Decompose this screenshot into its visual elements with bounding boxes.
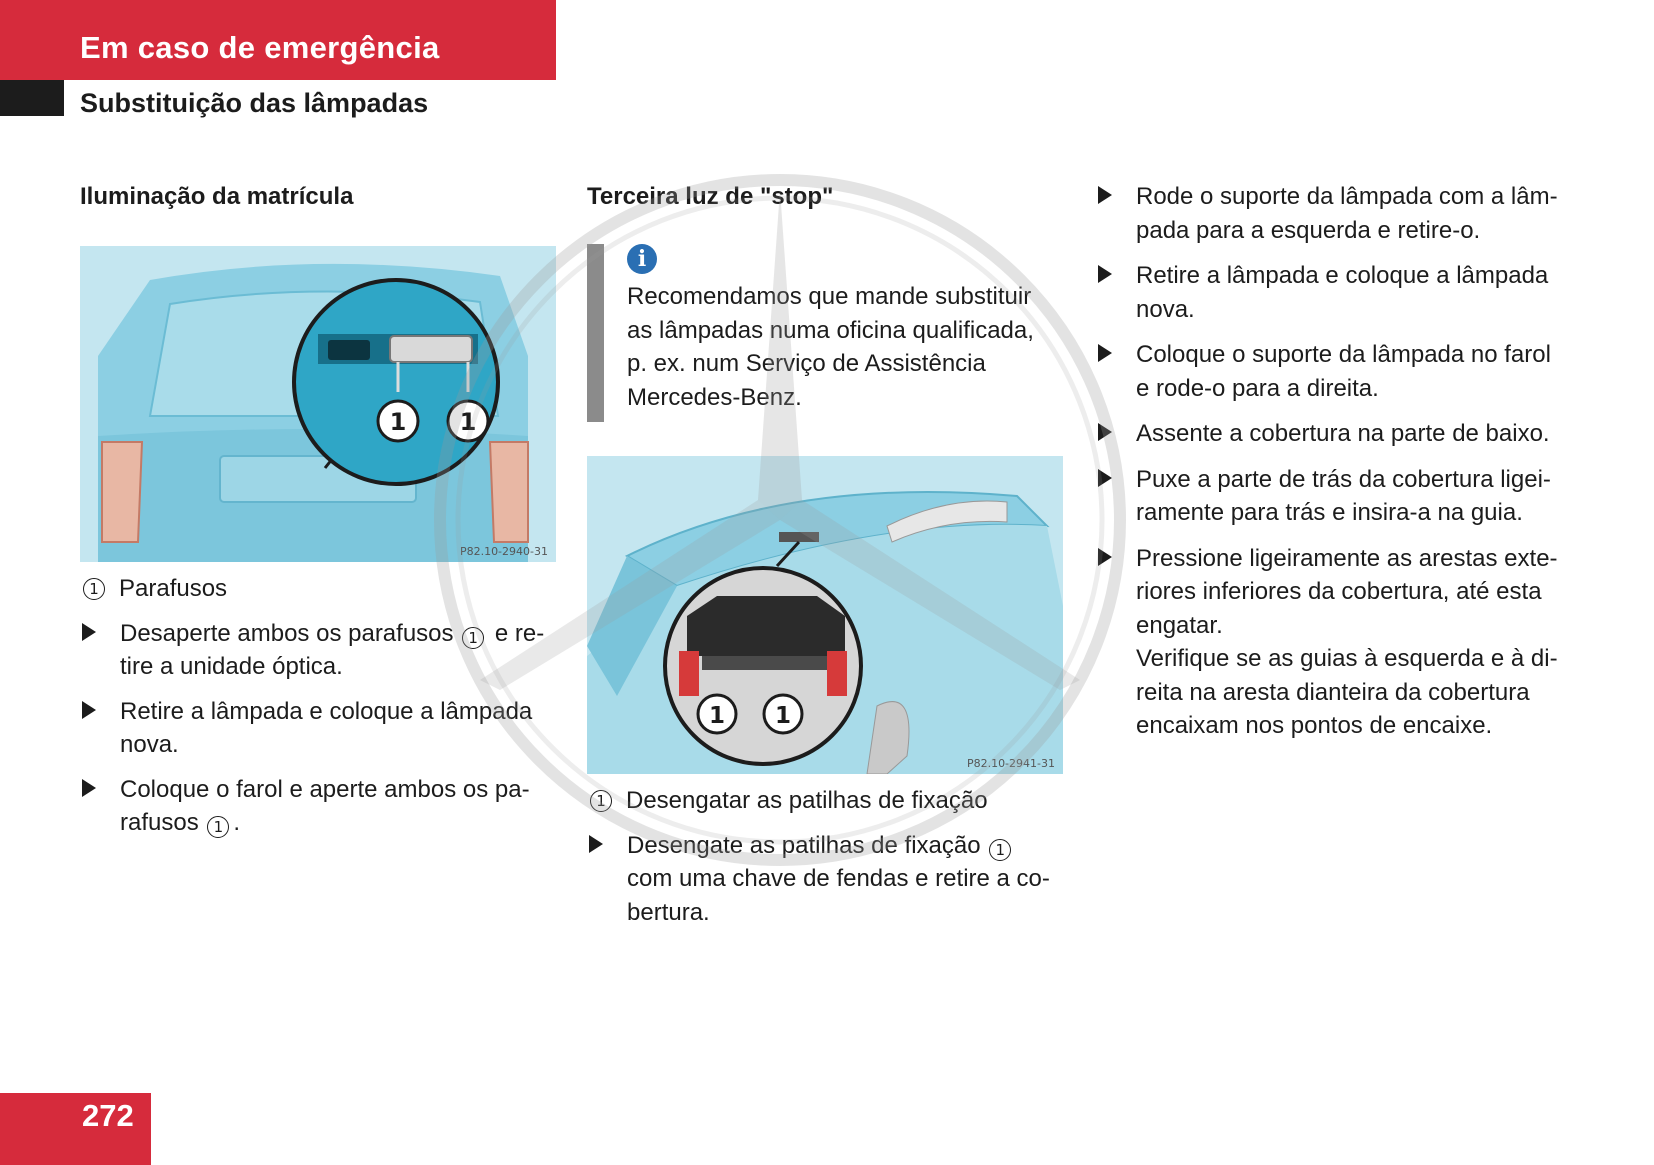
triangle-bullet-icon bbox=[82, 701, 96, 719]
instruction-step bbox=[1096, 259, 1576, 326]
instruction-step bbox=[1096, 542, 1576, 743]
instruction-step bbox=[80, 617, 556, 684]
section-title: Substituição das lâmpadas bbox=[80, 88, 429, 118]
callout-label: 1 bbox=[774, 703, 792, 729]
subsection-heading: Terceira luz de "stop" bbox=[587, 183, 834, 210]
triangle-bullet-icon bbox=[1098, 423, 1112, 441]
column-continued-steps bbox=[1096, 180, 1576, 743]
step-text: Rode o suporte da lâmpada com a lâm- pada para a esquerda e retire-o. bbox=[1136, 183, 1558, 244]
callout-number-icon: 1 bbox=[989, 839, 1011, 861]
triangle-bullet-icon bbox=[1098, 548, 1112, 566]
instruction-step bbox=[587, 829, 1063, 930]
step-text: com uma chave de fendas e retire a co- bertura. bbox=[627, 865, 1050, 926]
car-rear-illustration bbox=[80, 246, 556, 562]
step-text: . bbox=[233, 809, 241, 836]
instruction-step bbox=[1096, 417, 1576, 451]
chapter-title: Em caso de emergência bbox=[80, 30, 440, 65]
triangle-bullet-icon bbox=[1098, 469, 1112, 487]
step-text: Retire a lâmpada e coloque a lâmpada nova. bbox=[120, 697, 533, 758]
info-text: Recomendamos que mande substituir as lâmpadas numa oficina qualificada, p. ex. num Serviço de Assistência Mercedes-Benz. bbox=[627, 283, 1034, 411]
callout-number-icon: 1 bbox=[83, 578, 105, 600]
license-plate-figure bbox=[80, 246, 556, 562]
note-bar bbox=[587, 244, 604, 422]
figure-legend bbox=[80, 572, 556, 606]
instruction-step bbox=[1096, 180, 1576, 247]
step-text: Pressione ligeiramente as arestas exte- riores inferiores da cobertura, até esta engatar. Verifique se as guias à esquerda e à di- reita na aresta dianteira da cobertura encaixam nos pontos de encaixe. bbox=[1136, 544, 1558, 739]
triangle-bullet-icon bbox=[1098, 344, 1112, 362]
step-text: Desengate as patilhas de fixação bbox=[627, 831, 981, 859]
callout-number-icon: 1 bbox=[590, 790, 612, 812]
step-text: Desaperte ambos os parafusos bbox=[120, 619, 454, 647]
subsection-heading: Iluminação da matrícula bbox=[80, 183, 354, 210]
triangle-bullet-icon bbox=[82, 623, 96, 641]
tailgate-illustration bbox=[587, 456, 1063, 774]
callout-label: 1 bbox=[708, 703, 726, 729]
triangle-bullet-icon bbox=[82, 779, 96, 797]
figure-code: P82.10-2940-31 bbox=[459, 545, 548, 558]
step-text: e re- tire a unidade óptica. bbox=[120, 619, 545, 680]
step-text: Coloque o suporte da lâmpada no farol e rode-o para a direita. bbox=[1136, 341, 1551, 402]
info-icon: i bbox=[627, 244, 657, 274]
callout-label: 1 bbox=[389, 408, 407, 436]
step-text: Puxe a parte de trás da cobertura ligei- ramente para trás e insira-a na guia. bbox=[1136, 465, 1551, 526]
callout-number-icon: 1 bbox=[207, 816, 229, 838]
triangle-bullet-icon bbox=[589, 835, 603, 853]
instruction-step bbox=[80, 695, 556, 762]
callout-label: 1 bbox=[459, 408, 477, 436]
instruction-step bbox=[80, 773, 556, 840]
callout-number-icon: 1 bbox=[462, 627, 484, 649]
step-text: Assente a cobertura na parte de baixo. bbox=[1136, 420, 1550, 447]
instruction-step bbox=[1096, 463, 1576, 530]
column-license-plate bbox=[80, 180, 556, 840]
triangle-bullet-icon bbox=[1098, 265, 1112, 283]
instruction-step bbox=[1096, 338, 1576, 405]
section-marker bbox=[0, 80, 64, 116]
step-text: Retire a lâmpada e coloque a lâmpada nova. bbox=[1136, 262, 1549, 323]
page-number: 272 bbox=[82, 1098, 134, 1133]
figure-legend bbox=[587, 784, 1063, 818]
brake-light-figure bbox=[587, 456, 1063, 774]
step-text: Coloque o farol e aperte ambos os pa- rafusos bbox=[120, 775, 530, 836]
legend-text: Desengatar as patilhas de fixação bbox=[626, 787, 988, 814]
column-third-brake-light bbox=[587, 180, 1063, 929]
figure-code: P82.10-2941-31 bbox=[966, 757, 1055, 770]
triangle-bullet-icon bbox=[1098, 186, 1112, 204]
legend-text: Parafusos bbox=[119, 575, 228, 602]
info-note bbox=[587, 244, 1063, 414]
